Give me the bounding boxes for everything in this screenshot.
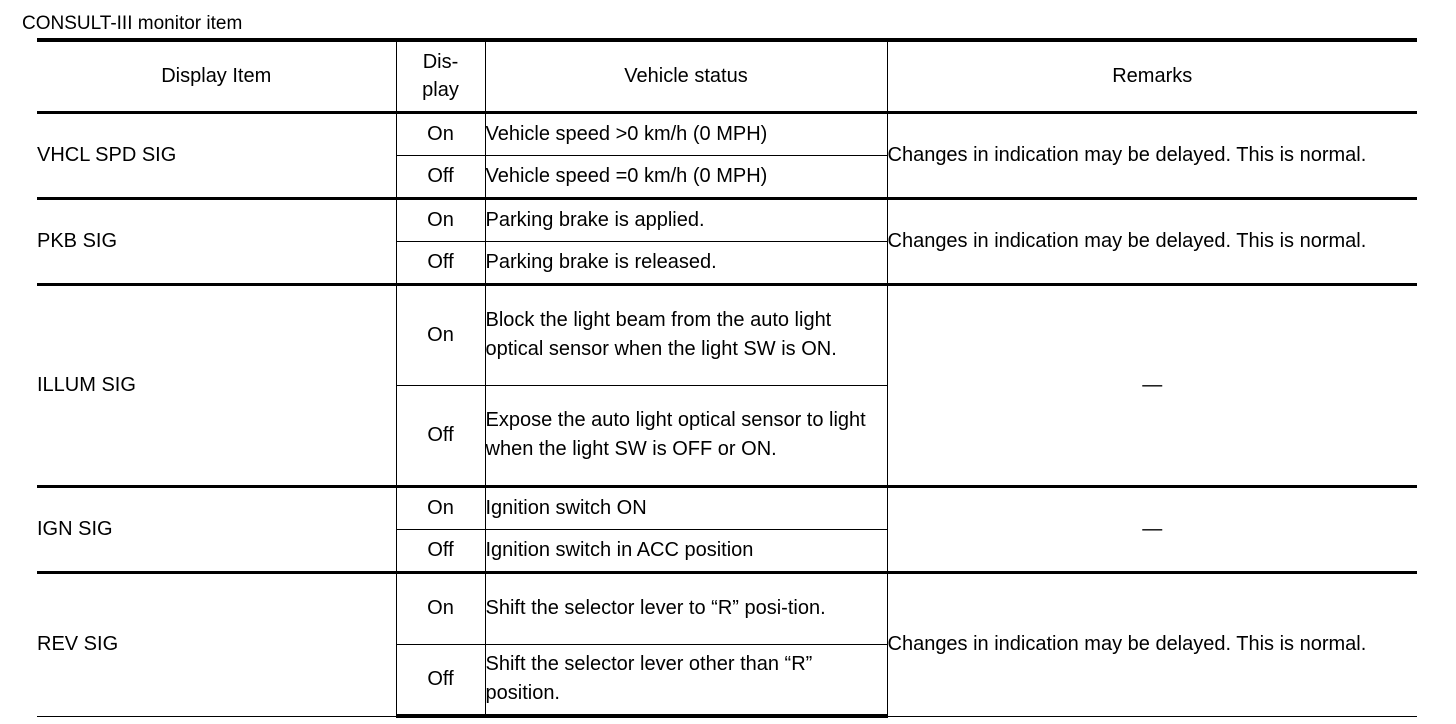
- display-value-cell: Off: [396, 385, 485, 486]
- table-row: [37, 486, 1417, 529]
- display-value-cell: Off: [396, 644, 485, 716]
- display-value-cell: Off: [396, 155, 485, 198]
- vehicle-status-cell: Vehicle speed >0 km/h (0 MPH): [485, 112, 887, 155]
- display-value-cell: Off: [396, 529, 485, 572]
- header-row: [37, 40, 1417, 112]
- display-item-cell: IGN SIG: [37, 486, 396, 572]
- header-remarks: Remarks: [887, 40, 1417, 112]
- table-row: [37, 572, 1417, 644]
- vehicle-status-cell: Expose the auto light optical sensor to light when the light SW is OFF or ON.: [485, 385, 887, 486]
- vehicle-status-cell: Shift the selector lever other than “R” position.: [485, 644, 887, 716]
- remarks-cell: —: [887, 284, 1417, 486]
- remarks-cell: Changes in indication may be delayed. This is normal.: [887, 198, 1417, 284]
- header-display-item: Display Item: [37, 40, 396, 112]
- display-value-cell: On: [396, 112, 485, 155]
- display-item-cell: VHCL SPD SIG: [37, 112, 396, 198]
- vehicle-status-cell: Parking brake is applied.: [485, 198, 887, 241]
- display-item-cell: REV SIG: [37, 572, 396, 716]
- vehicle-status-cell: Vehicle speed =0 km/h (0 MPH): [485, 155, 887, 198]
- header-display-line2: play: [422, 79, 459, 102]
- vehicle-status-cell: Parking brake is released.: [485, 241, 887, 284]
- table-row: [37, 198, 1417, 241]
- vehicle-status-cell: Shift the selector lever to “R” posi-tion.: [485, 572, 887, 644]
- vehicle-status-cell: Ignition switch ON: [485, 486, 887, 529]
- header-vehicle-status: Vehicle status: [485, 40, 887, 112]
- table-caption: CONSULT-III monitor item: [22, 13, 243, 34]
- display-value-cell: Off: [396, 241, 485, 284]
- display-item-cell: ILLUM SIG: [37, 284, 396, 486]
- header-display: [396, 40, 485, 112]
- display-value-cell: On: [396, 572, 485, 644]
- display-value-cell: On: [396, 198, 485, 241]
- remarks-cell: —: [887, 486, 1417, 572]
- table-row: [37, 112, 1417, 155]
- table-row: [37, 284, 1417, 385]
- remarks-cell: Changes in indication may be delayed. This is normal.: [887, 572, 1417, 716]
- remarks-cell: Changes in indication may be delayed. This is normal.: [887, 112, 1417, 198]
- display-item-cell: PKB SIG: [37, 198, 396, 284]
- monitor-item-table: [37, 38, 1417, 718]
- display-value-cell: On: [396, 486, 485, 529]
- vehicle-status-cell: Ignition switch in ACC position: [485, 529, 887, 572]
- header-display-line1: Dis-: [422, 51, 459, 74]
- display-value-cell: On: [396, 284, 485, 385]
- vehicle-status-cell: Block the light beam from the auto light optical sensor when the light SW is ON.: [485, 284, 887, 385]
